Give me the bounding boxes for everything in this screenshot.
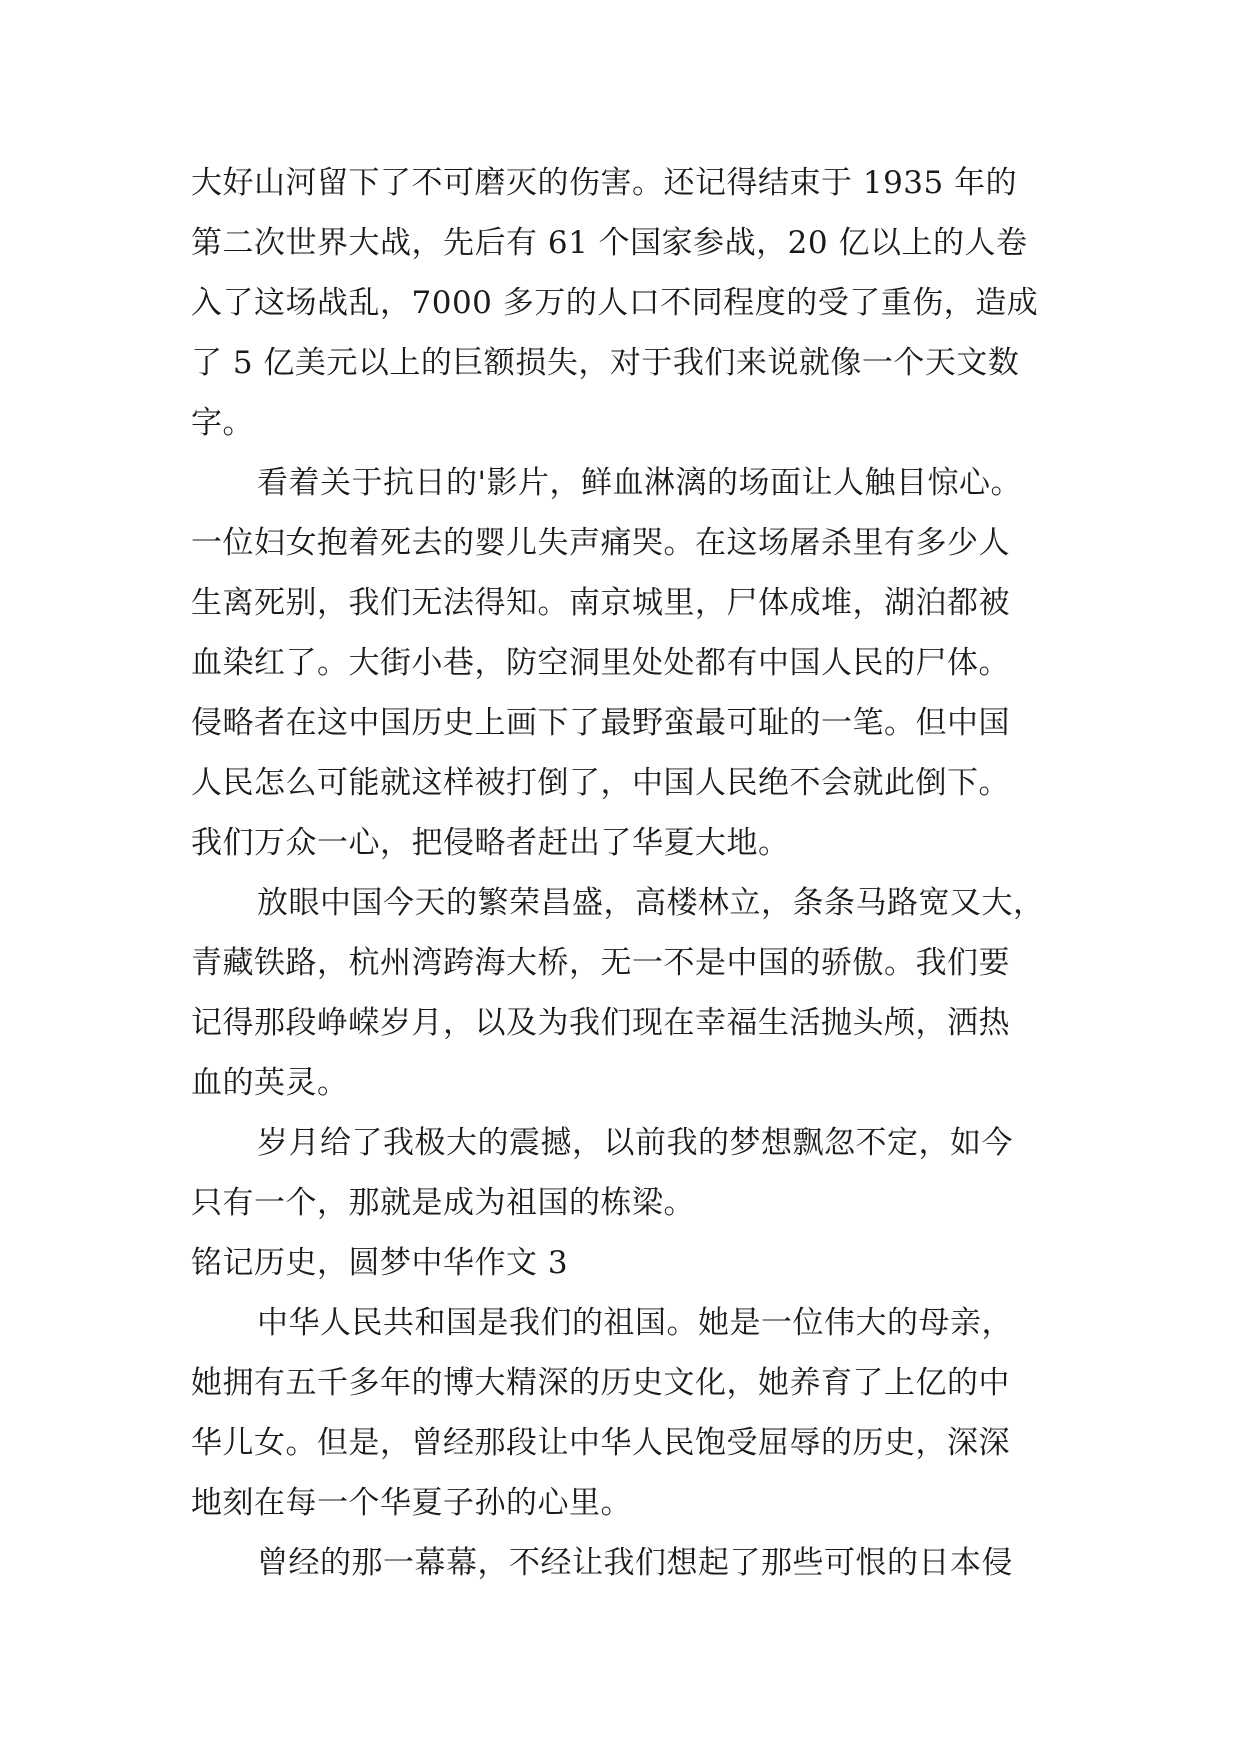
text-line: 一位妇女抱着死去的婴儿失声痛哭。在这场屠杀里有多少人: [191, 525, 1010, 561]
text-line: 血染红了。大街小巷，防空洞里处处都有中国人民的尸体。: [191, 645, 1010, 681]
text-line: 侵略者在这中国历史上画下了最野蛮最可耻的一笔。但中国: [191, 705, 1010, 741]
paragraph-start-line: 岁月给了我极大的震撼，以前我的梦想飘忽不定，如今: [257, 1125, 1013, 1161]
text-line: 大好山河留下了不可磨灭的伤害。还记得结束于 1935 年的: [191, 165, 1018, 201]
text-line: 字。: [191, 405, 254, 441]
text-line: 只有一个，那就是成为祖国的栋梁。: [191, 1185, 695, 1221]
text-line: 华儿女。但是，曾经那段让中华人民饱受屈辱的历史，深深: [191, 1425, 1010, 1461]
paragraph-start-line: 放眼中国今天的繁荣昌盛，高楼林立，条条马路宽又大，: [257, 885, 1045, 921]
paragraph-start-line: 中华人民共和国是我们的祖国。她是一位伟大的母亲，: [257, 1305, 1013, 1341]
paragraph-start-line: 曾经的那一幕幕，不经让我们想起了那些可恨的日本侵: [257, 1545, 1013, 1581]
text-line: 我们万众一心，把侵略者赶出了华夏大地。: [191, 825, 790, 861]
paragraph-start-line: 看着关于抗日的'影片，鲜血淋漓的场面让人触目惊心。: [257, 465, 1023, 501]
text-line: 记得那段峥嵘岁月，以及为我们现在幸福生活抛头颅，洒热: [191, 1005, 1010, 1041]
body-text: [191, 153, 1051, 1593]
text-line: 入了这场战乱，7000 多万的人口不同程度的受了重伤，造成: [191, 285, 1039, 321]
text-line: 第二次世界大战，先后有 61 个国家参战，20 亿以上的人卷: [191, 225, 1028, 261]
text-line: 了 5 亿美元以上的巨额损失，对于我们来说就像一个天文数: [191, 345, 1020, 381]
text-line: 青藏铁路，杭州湾跨海大桥，无一不是中国的骄傲。我们要: [191, 945, 1010, 981]
text-line: 血的英灵。: [191, 1065, 349, 1101]
text-line: 地刻在每一个华夏子孙的心里。: [191, 1485, 632, 1521]
text-line: 人民怎么可能就这样被打倒了，中国人民绝不会就此倒下。: [191, 765, 1010, 801]
section-heading: 铭记历史，圆梦中华作文 3: [191, 1245, 569, 1281]
text-line: 生离死别，我们无法得知。南京城里，尸体成堆，湖泊都被: [191, 585, 1010, 621]
text-line: 她拥有五千多年的博大精深的历史文化，她养育了上亿的中: [191, 1365, 1010, 1401]
